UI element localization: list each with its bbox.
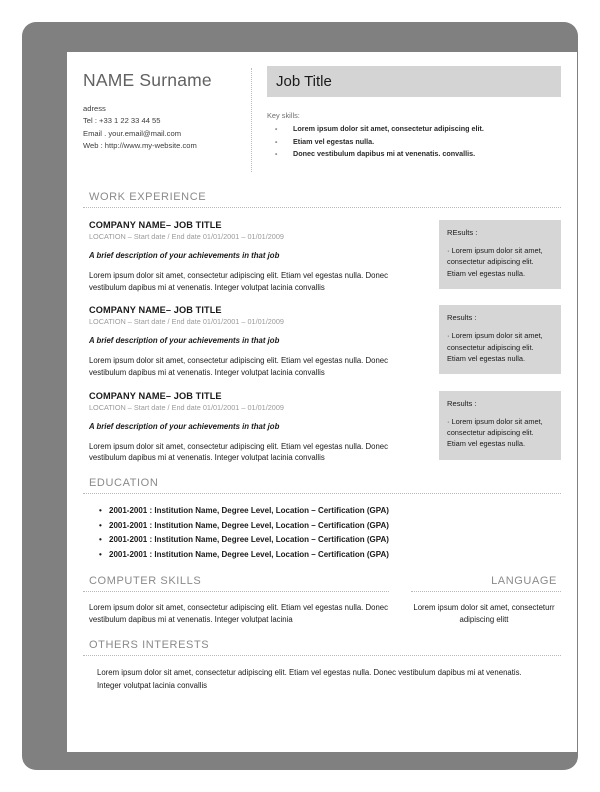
section-heading-education: EDUCATION (83, 477, 561, 494)
experience-description: Lorem ipsum dolor sit amet, consectetur adipiscing elit. Etiam vel egestas nulla. Donec vestibulum dapibus mi at venenatis. Integer volutpat lacinia convallis (89, 441, 389, 463)
results-title: REsults : (447, 228, 478, 237)
results-text: · Lorem ipsum dolor sit amet, consectetur adipiscing elit. Etiam vel egestas nulla. (447, 246, 543, 278)
results-title: Results : (447, 313, 477, 323)
section-heading-language: LANGUAGE (411, 575, 561, 592)
list-item: • 2001-2001 : Institution Name, Degree Level, Location – Certification (GPA) (109, 519, 561, 534)
section-heading-work-experience: WORK EXPERIENCE (83, 191, 561, 208)
experience-brief: A brief description of your achievements in that job (89, 421, 280, 431)
experience-description: Lorem ipsum dolor sit amet, consectetur adipiscing elit. Etiam vel egestas nulla. Donec vestibulum dapibus mi at venenatis. Integer volutpat lacinia convallis (89, 356, 389, 378)
section-education (83, 477, 561, 562)
key-skills-list (267, 123, 561, 161)
experience-details (83, 220, 439, 293)
experience-company: COMPANY NAME– JOB TITLE (89, 305, 222, 316)
contact-website: Web : http://www.my-website.com (83, 140, 197, 150)
key-skills-block (267, 111, 561, 161)
skills-language-row (83, 575, 561, 626)
results-text: · Lorem ipsum dolor sit amet, consectetur adipiscing elit. Etiam vel egestas nulla. (447, 331, 543, 363)
page-frame (22, 22, 578, 770)
key-skills-label: Key skills: (267, 111, 300, 120)
section-computer-skills (83, 575, 411, 626)
section-others-interests (83, 639, 561, 691)
resume-page (67, 52, 577, 752)
experience-brief: A brief description of your achievements in that job (89, 336, 280, 346)
experience-brief: A brief description of your achievements in that job (89, 251, 280, 260)
experience-details (83, 391, 439, 464)
language-text: Lorem ipsum dolor sit amet, consecteturr adipiscing elitt (413, 603, 555, 625)
list-item: - Donec vestibulum dapibus mi at venenatis. convallis. (267, 148, 561, 161)
section-heading-computer-skills: COMPUTER SKILLS (83, 575, 389, 592)
resume-header (83, 66, 561, 178)
section-heading-others-interests: OTHERS INTERESTS (83, 639, 561, 656)
job-title-text: Job Title (276, 73, 332, 90)
results-box (439, 220, 561, 289)
section-language (411, 575, 561, 626)
results-box (439, 305, 561, 374)
experience-location-dates: LOCATION – Start date / End date 01/01/2001 – 01/01/2009 (89, 232, 284, 241)
results-title: Results : (447, 398, 477, 408)
experience-location-dates: LOCATION – Start date / End date 01/01/2001 – 01/01/2009 (89, 317, 284, 327)
title-block (253, 66, 561, 161)
contact-block (83, 66, 251, 152)
experience-entry (83, 391, 561, 464)
results-text: · Lorem ipsum dolor sit amet, consectetur adipiscing elit. Etiam vel egestas nulla. (447, 416, 543, 449)
contact-phone: Tel : +33 1 22 33 44 55 (83, 116, 161, 126)
results-box (439, 391, 561, 460)
experience-company: COMPANY NAME– JOB TITLE (89, 220, 222, 230)
list-item: - Lorem ipsum dolor sit amet, consectetur adipiscing elit. (267, 123, 561, 136)
computer-skills-text: Lorem ipsum dolor sit amet, consectetur adipiscing elit. Etiam vel egestas nulla. Donec vestibulum dapibus mi at venenatis. Integer volutpat lacinia (89, 603, 389, 625)
list-item: • 2001-2001 : Institution Name, Degree Level, Location – Certification (GPA) (109, 504, 561, 519)
job-title-band (267, 66, 561, 97)
list-item: • 2001-2001 : Institution Name, Degree Level, Location – Certification (GPA) (109, 548, 561, 563)
experience-entry (83, 305, 561, 378)
experience-company: COMPANY NAME– JOB TITLE (89, 390, 222, 401)
education-list (83, 504, 561, 562)
list-item: • 2001-2001 : Institution Name, Degree Level, Location – Certification (GPA) (109, 533, 561, 548)
experience-details (83, 305, 439, 378)
others-interests-text: Lorem ipsum dolor sit amet, consectetur adipiscing elit. Etiam vel egestas nulla. Donec vestibulum dapibus mi at venenatis. Integer volutpat lacinia convallis (97, 668, 522, 690)
page-title: NAME Surname (83, 70, 212, 90)
contact-address: adress (83, 104, 106, 113)
experience-location-dates: LOCATION – Start date / End date 01/01/2001 – 01/01/2009 (89, 402, 284, 412)
experience-description: Lorem ipsum dolor sit amet, consectetur adipiscing elit. Etiam vel egestas nulla. Donec vestibulum dapibus mi at venenatis. Integer volutpat lacinia convallis (89, 271, 389, 292)
section-work-experience (83, 191, 561, 464)
contact-email: Email . your.email@mail.com (83, 128, 182, 138)
experience-entry (83, 220, 561, 293)
list-item: - Etiam vel egestas nulla. (267, 136, 561, 149)
